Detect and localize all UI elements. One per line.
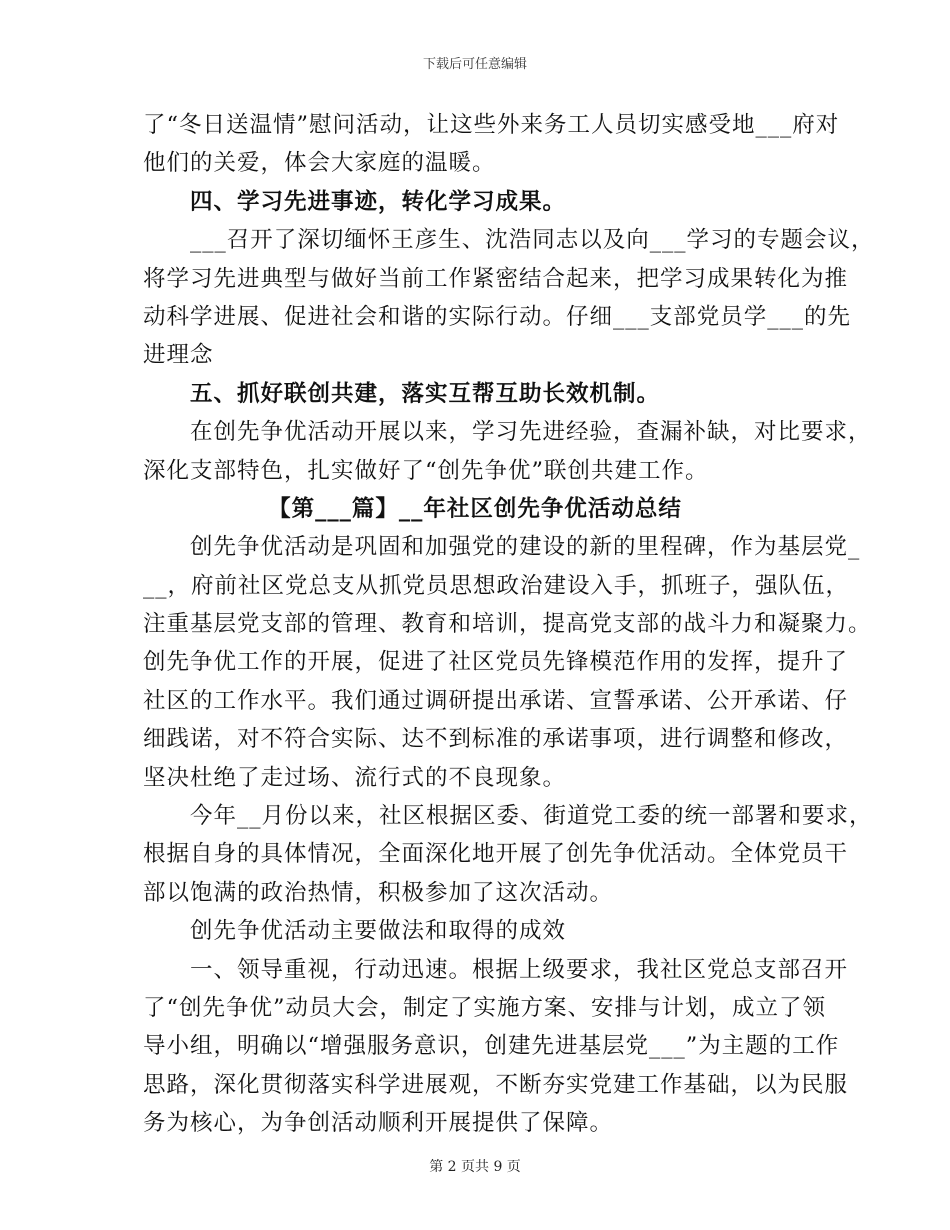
paragraph-line: 他们的关爱，体会大家庭的温暖。 xyxy=(143,150,496,177)
paragraph-line: __，府前社区党总支从抓党员思想政治建设入手，抓班子，强队伍， xyxy=(143,572,850,599)
paragraph-line: 根据自身的具体情况，全面深化地开展了创先争优活动。全体党员干 xyxy=(143,841,849,868)
paragraph-line: 在创先争优活动开展以来，学习先进经验，查漏补缺，对比要求， xyxy=(190,419,872,446)
paragraph-line: 注重基层党支部的管理、教育和培训，提高党支部的战斗力和凝聚力。 xyxy=(143,611,872,638)
paragraph-line: 坚决杜绝了走过场、流行式的不良现象。 xyxy=(143,764,567,791)
paragraph-line: 深化支部特色，扎实做好了“创先争优”联创共建工作。 xyxy=(143,457,709,484)
paragraph-line: 务为核心，为争创活动顺利开展提供了保障。 xyxy=(143,1110,614,1137)
document-body xyxy=(143,106,875,1143)
section-title: 【第___篇】__年社区创先争优活动总结 xyxy=(268,495,682,522)
paragraph-line: 导小组，明确以“增强服务意识，创建先进基层党___”为主题的工作 xyxy=(143,1033,840,1060)
paragraph-line: ___召开了深切缅怀王彦生、沈浩同志以及向___学习的专题会议， xyxy=(190,227,875,254)
paragraph-line: 一、领导重视，行动迅速。根据上级要求，我社区党总支部召开 xyxy=(190,956,849,983)
paragraph-line: 思路，深化贯彻落实科学进展观，不断夯实党建工作基础，以为民服 xyxy=(143,1071,849,1098)
paragraph-line: 创先争优工作的开展，促进了社区党员先锋模范作用的发挥，提升了 xyxy=(143,649,849,676)
paragraph-line: 将学习先进典型与做好当前工作紧密结合起来，把学习成果转化为推 xyxy=(143,265,849,292)
paragraph-line: 部以饱满的政治热情，积极参加了这次活动。 xyxy=(143,879,614,906)
page-number: 第 2 页共 9 页 xyxy=(429,1159,521,1175)
paragraph-line: 动科学进展、促进社会和谐的实际行动。仔细___支部党员学___的先 xyxy=(143,303,852,330)
section-heading: 四、学习先进事迹，转化学习成果。 xyxy=(190,188,567,215)
section-heading: 五、抓好联创共建，落实互帮互助长效机制。 xyxy=(190,380,661,407)
paragraph-line: 创先争优活动主要做法和取得的成效 xyxy=(190,918,567,945)
paragraph-line: 进理念 xyxy=(143,342,214,369)
paragraph-line: 细践诺，对不符合实际、达不到标准的承诺事项，进行调整和修改， xyxy=(143,726,849,753)
paragraph-line: 创先争优活动是巩固和加强党的建设的新的里程碑，作为基层党_ xyxy=(190,534,861,561)
paragraph-line: 了“创先争优”动员大会，制定了实施方案、安排与计划，成立了领 xyxy=(143,994,827,1021)
paragraph-line: 了“冬日送温情”慰问活动，让这些外来务工人员切实感受地___府对 xyxy=(143,112,840,138)
page-header-note: 下载后可任意编辑 xyxy=(422,57,527,72)
paragraph-line: 社区的工作水平。我们通过调研提出承诺、宣誓承诺、公开承诺、仔 xyxy=(143,687,849,714)
paragraph-line: 今年__月份以来，社区根据区委、街道党工委的统一部署和要求， xyxy=(190,803,873,830)
